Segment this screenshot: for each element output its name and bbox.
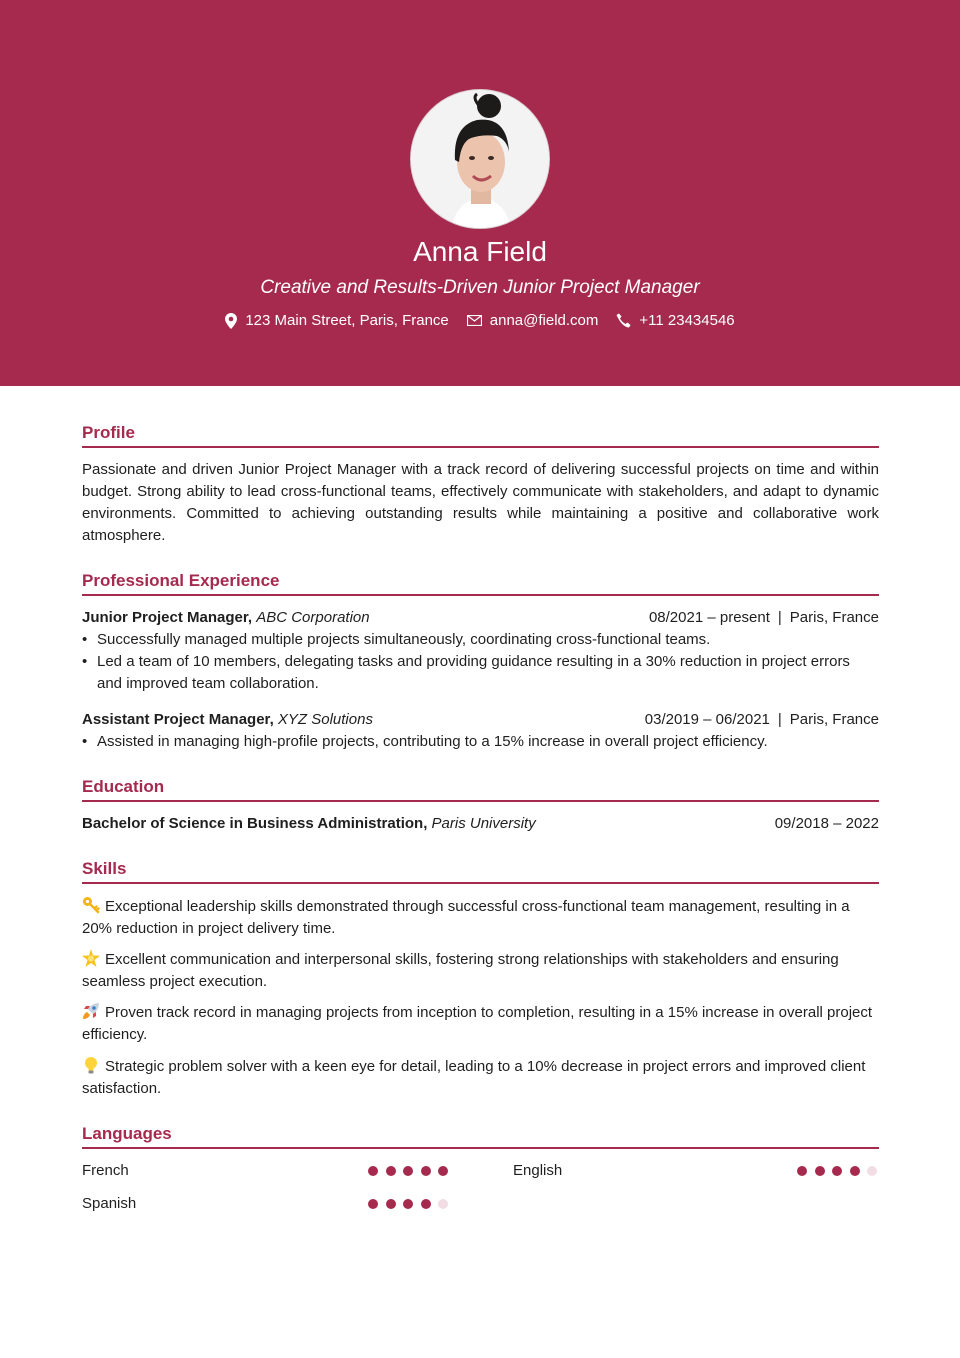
degree: Bachelor of Science in Business Administration, [82,815,428,832]
job-location: Paris, France [789,609,879,626]
bullet-dot: • [82,733,88,750]
experience-divider [82,594,879,596]
contact-phone[interactable] [616,312,734,329]
job-entry-2 [82,709,879,731]
skill-item: Excellent communication and interpersonal skills, fostering strong relationships with stakeholders and ensuring seamless project execution. [82,951,839,990]
job-bullet: • Assisted in managing high-profile projects, contributing to a 15% increase in overall project efficiency. [82,731,879,753]
profile-divider [82,446,879,448]
level-dot-filled [368,1166,378,1176]
job-separator: | [777,609,782,626]
level-dot-filled [403,1199,413,1209]
level-dot-filled [815,1166,825,1176]
job-bullet: • Successfully managed multiple projects simultaneously, coordinating cross-functional teams. [82,629,879,651]
job-role: Assistant Project Manager, [82,711,274,728]
job-separator: | [777,711,782,728]
level-dot-filled [386,1166,396,1176]
education-entry [82,813,879,835]
level-dot-filled [386,1199,396,1209]
email-text[interactable]: anna@field.com [489,312,599,329]
level-dot-filled [850,1166,860,1176]
contact-bar [0,312,960,329]
resume-header [0,0,960,386]
level-dot-filled [421,1166,431,1176]
job-company: XYZ Solutions [277,711,373,728]
candidate-name: Anna Field [413,236,547,267]
language-level-dots [368,1166,456,1176]
level-dot-filled [421,1199,431,1209]
education-dates: 09/2018 – 2022 [774,815,879,832]
level-dot-filled [797,1166,807,1176]
skill-item: Exceptional leadership skills demonstrated through successful cross-functional team management, resulting in a 20% reduction in project delivery time. [82,898,850,937]
languages-heading: Languages [82,1124,172,1143]
language-name: Spanish [82,1195,137,1212]
language-level-dots [797,1166,885,1176]
skill-item: Proven track record in managing projects from inception to completion, resulting in a 15% increase in overall project efficiency. [82,1004,873,1043]
phone-icon [616,313,631,328]
job-role: Junior Project Manager, [82,609,253,626]
school: Paris University [431,815,536,832]
rocket-emoji-icon [82,1002,100,1020]
language-name: English [513,1162,563,1179]
education-divider [82,800,879,802]
contact-email[interactable] [467,312,599,329]
address-text: 123 Main Street, Paris, France [245,312,449,329]
job-location: Paris, France [789,711,879,728]
profile-photo [410,89,550,229]
language-name: French [82,1162,129,1179]
languages-divider [82,1147,879,1149]
skills-heading: Skills [82,859,127,878]
job-entry-1 [82,607,879,629]
level-dot-filled [438,1166,448,1176]
profile-heading: Profile [82,423,135,442]
experience-heading: Professional Experience [82,571,280,590]
level-dot-empty [867,1166,877,1176]
skill-item: Strategic problem solver with a keen eye for detail, leading to a 10% decrease in project errors and improved client satisfaction. [82,1058,866,1097]
bullet-dot: • [82,653,88,670]
contact-address [225,312,448,329]
job-dates: 03/2019 – 06/2021 [644,711,770,728]
star-emoji-icon [82,949,100,967]
skills-divider [82,882,879,884]
level-dot-filled [368,1199,378,1209]
language-level-dots [368,1199,456,1209]
job-bullet: • Led a team of 10 members, delegating tasks and providing guidance resulting in a 30% reduction in project errors and improved team collaboration. [82,651,879,695]
level-dot-filled [832,1166,842,1176]
envelope-icon [467,315,482,326]
level-dot-empty [438,1199,448,1209]
candidate-headline: Creative and Results-Driven Junior Project Manager [260,277,700,298]
education-heading: Education [82,777,165,796]
profile-summary: Passionate and driven Junior Project Manager with a track record of delivering successful projects on time and within budget. Strong ability to lead cross-functional teams, effectively communicate with stakeholders, and adapt to dynamic environments. Committed to achieving outstanding results while maintaining a positive and collaborative work atmosphere. [82,461,879,544]
location-pin-icon [225,313,237,329]
bullet-dot: • [82,631,88,648]
job-company: ABC Corporation [256,609,370,626]
lightbulb-emoji-icon [82,1056,100,1074]
key-emoji-icon [82,896,100,914]
phone-text[interactable]: +11 23434546 [639,312,735,329]
level-dot-filled [403,1166,413,1176]
job-dates: 08/2021 – present [648,609,770,626]
